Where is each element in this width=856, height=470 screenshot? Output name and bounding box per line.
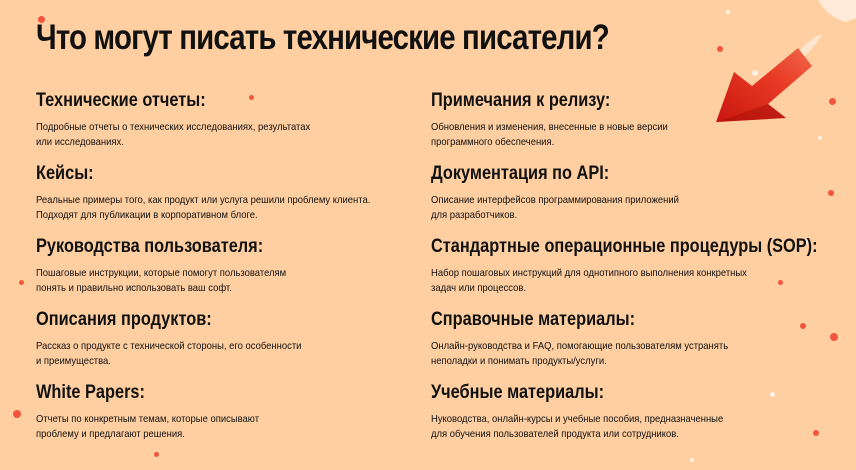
item-description: Рассказ о продукте с технической стороны, его особенности и преимущества. — [36, 340, 302, 367]
item-description: Пошаговые инструкции, которые помогут пользователям понять и правильно использовать ваш софт. — [36, 267, 287, 294]
decor-dot — [690, 458, 694, 462]
item-heading: Учебные материалы: — [431, 382, 605, 403]
content-type-item — [36, 234, 436, 307]
item-description: Онлайн-руководства и FAQ, помогающие пользователям устранять неполадки и понимать продукты/услуги. — [431, 340, 729, 367]
decor-dot — [830, 333, 838, 341]
item-description: Реальные примеры того, как продукт или услуга решили проблему клиента. Подходят для публикации в корпоративном блоге. — [36, 194, 371, 221]
content-type-item — [36, 88, 436, 161]
content-type-item — [431, 307, 831, 380]
item-heading: Руководства пользователя: — [36, 236, 264, 257]
item-heading: Описания продуктов: — [36, 309, 212, 330]
item-heading: Документация по API: — [431, 163, 610, 184]
content-type-item — [431, 234, 831, 307]
decor-dot — [19, 280, 24, 285]
content-type-item — [36, 161, 436, 234]
content-type-item — [36, 307, 436, 380]
item-heading: Примечания к релизу: — [431, 90, 611, 111]
left-column — [36, 88, 436, 453]
item-heading: Технические отчеты: — [36, 90, 206, 111]
item-description: Отчеты по конкретным темам, которые описывают проблему и предлагают решения. — [36, 413, 260, 440]
decor-dot — [13, 410, 21, 418]
item-description: Описание интерфейсов программирования приложений для разработчиков. — [431, 194, 679, 221]
item-description: Нуководства, онлайн-курсы и учебные пособия, предназначенные для обучения пользователей продукта или сотрудников. — [431, 413, 724, 440]
item-heading: Справочные материалы: — [431, 309, 636, 330]
item-description: Набор пошаговых инструкций для однотипного выполнения конкретных задач или процессов. — [431, 267, 747, 294]
content-type-item — [36, 380, 436, 453]
item-heading: White Papers: — [36, 382, 145, 403]
right-column — [431, 88, 831, 453]
page-title: Что могут писать технические писатели? — [36, 18, 609, 57]
item-description: Обновления и изменения, внесенные в новые версии программного обеспечения. — [431, 121, 668, 148]
item-heading: Стандартные операционные процедуры (SOP): — [431, 236, 818, 257]
content-type-item — [431, 88, 831, 161]
content-type-item — [431, 161, 831, 234]
item-heading: Кейсы: — [36, 163, 94, 184]
content-type-item — [431, 380, 831, 453]
item-description: Подробные отчеты о технических исследованиях, результатах или исследованиях. — [36, 121, 311, 148]
